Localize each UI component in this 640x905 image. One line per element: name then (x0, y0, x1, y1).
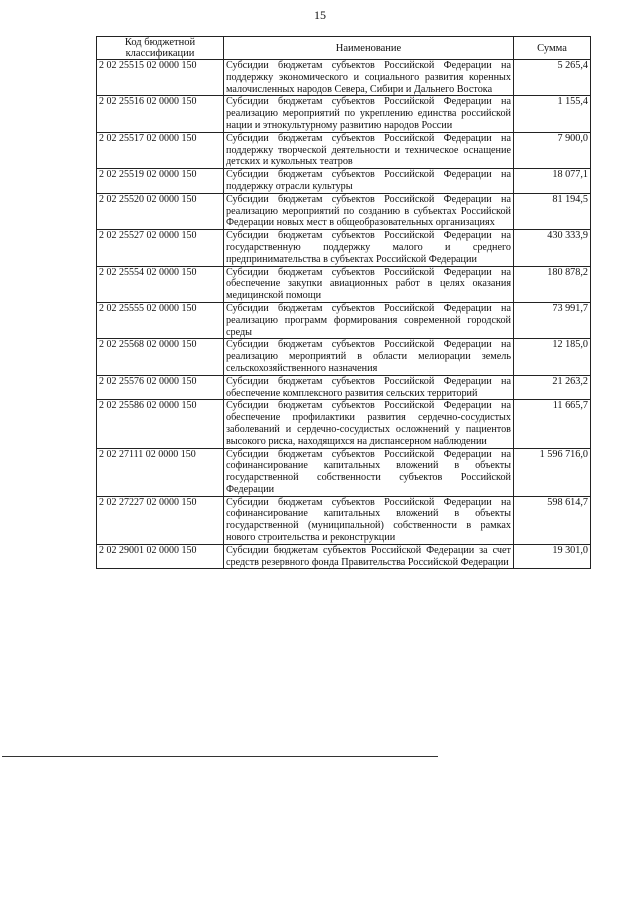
code-cell: 2 02 25516 02 0000 150 (97, 96, 224, 132)
table-row (97, 132, 591, 168)
name-cell: Субсидии бюджетам субъектов Российской Федерации на софинансирование капитальных вложений в объекты государственной собственности субъектов Российской Федерации (224, 448, 514, 496)
table-header-row (97, 37, 591, 60)
name-cell: Субсидии бюджетам субъектов Российской Федерации на обеспечение закупки авиационных работ в целях оказания медицинской помощи (224, 266, 514, 302)
sum-cell: 19 301,0 (514, 544, 591, 569)
code-cell: 2 02 25515 02 0000 150 (97, 60, 224, 96)
code-cell: 2 02 27227 02 0000 150 (97, 496, 224, 544)
sum-cell: 5 265,4 (514, 60, 591, 96)
name-cell: Субсидии бюджетам субъектов Российской Федерации на поддержку творческой деятельности и техническое оснащение детских и кукольных театров (224, 132, 514, 168)
table-row (97, 544, 591, 569)
code-cell: 2 02 25527 02 0000 150 (97, 230, 224, 266)
name-cell: Субсидии бюджетам субъектов Российской Федерации на обеспечение комплексного развития сельских территорий (224, 375, 514, 400)
name-cell: Субсидии бюджетам субъектов Российской Федерации на государственную поддержку малого и среднего предпринимательства в субъектах Российской Федерации (224, 230, 514, 266)
sum-cell: 12 185,0 (514, 339, 591, 375)
sum-cell: 1 596 716,0 (514, 448, 591, 496)
table-row (97, 96, 591, 132)
page-number: 15 (314, 8, 326, 22)
sum-cell: 598 614,7 (514, 496, 591, 544)
header-code: Код бюджетной классификации (97, 37, 224, 60)
name-cell: Субсидии бюджетам субъектов Российской Федерации на поддержку экономического и социального развития коренных малочисленных народов Севера, Сибири и Дальнего Востока (224, 60, 514, 96)
sum-cell: 180 878,2 (514, 266, 591, 302)
footer-divider (2, 756, 438, 757)
code-cell: 2 02 25554 02 0000 150 (97, 266, 224, 302)
code-cell: 2 02 25517 02 0000 150 (97, 132, 224, 168)
header-name: Наименование (224, 37, 514, 60)
name-cell: Субсидии бюджетам субъектов Российской Федерации на реализацию мероприятий в области мелиорации земель сельскохозяйственного назначения (224, 339, 514, 375)
code-cell: 2 02 25520 02 0000 150 (97, 193, 224, 229)
code-cell: 2 02 25555 02 0000 150 (97, 302, 224, 338)
table-body (97, 60, 591, 569)
header-sum: Сумма (514, 37, 591, 60)
sum-cell: 73 991,7 (514, 302, 591, 338)
name-cell: Субсидии бюджетам субъектов Российской Федерации на реализацию мероприятий по созданию в субъектах Российской Федерации новых мест в общеобразовательных организациях (224, 193, 514, 229)
sum-cell: 81 194,5 (514, 193, 591, 229)
name-cell: Субсидии бюджетам субъектов Российской Федерации на обеспечение профилактики развития сердечно-сосудистых заболеваний и сердечно-сосудистых осложнений у пациентов высокого риска, находящихся на диспансерном наблюдении (224, 400, 514, 448)
name-cell: Субсидии бюджетам субъектов Российской Федерации за счет средств резервного фонда Правительства Российской Федерации (224, 544, 514, 569)
sum-cell: 430 333,9 (514, 230, 591, 266)
code-cell: 2 02 25519 02 0000 150 (97, 169, 224, 194)
code-cell: 2 02 25568 02 0000 150 (97, 339, 224, 375)
code-cell: 2 02 29001 02 0000 150 (97, 544, 224, 569)
sum-cell: 11 665,7 (514, 400, 591, 448)
budget-table (96, 36, 591, 569)
table-row (97, 230, 591, 266)
name-cell: Субсидии бюджетам субъектов Российской Федерации на поддержку отрасли культуры (224, 169, 514, 194)
table-row (97, 496, 591, 544)
sum-cell: 7 900,0 (514, 132, 591, 168)
table-row (97, 193, 591, 229)
table-row (97, 302, 591, 338)
table-row (97, 400, 591, 448)
name-cell: Субсидии бюджетам субъектов Российской Федерации на софинансирование капитальных вложений в объекты государственной (муниципальной) собственности в рамках нового строительства и реконструкции (224, 496, 514, 544)
name-cell: Субсидии бюджетам субъектов Российской Федерации на реализацию программ формирования современной городской среды (224, 302, 514, 338)
code-cell: 2 02 25576 02 0000 150 (97, 375, 224, 400)
table-row (97, 375, 591, 400)
sum-cell: 1 155,4 (514, 96, 591, 132)
code-cell: 2 02 25586 02 0000 150 (97, 400, 224, 448)
table-row (97, 60, 591, 96)
sum-cell: 21 263,2 (514, 375, 591, 400)
sum-cell: 18 077,1 (514, 169, 591, 194)
table-row (97, 339, 591, 375)
table-row (97, 169, 591, 194)
table-row (97, 448, 591, 496)
code-cell: 2 02 27111 02 0000 150 (97, 448, 224, 496)
table-row (97, 266, 591, 302)
name-cell: Субсидии бюджетам субъектов Российской Федерации на реализацию мероприятий по укреплению единства российской нации и этнокультурному развитию народов России (224, 96, 514, 132)
